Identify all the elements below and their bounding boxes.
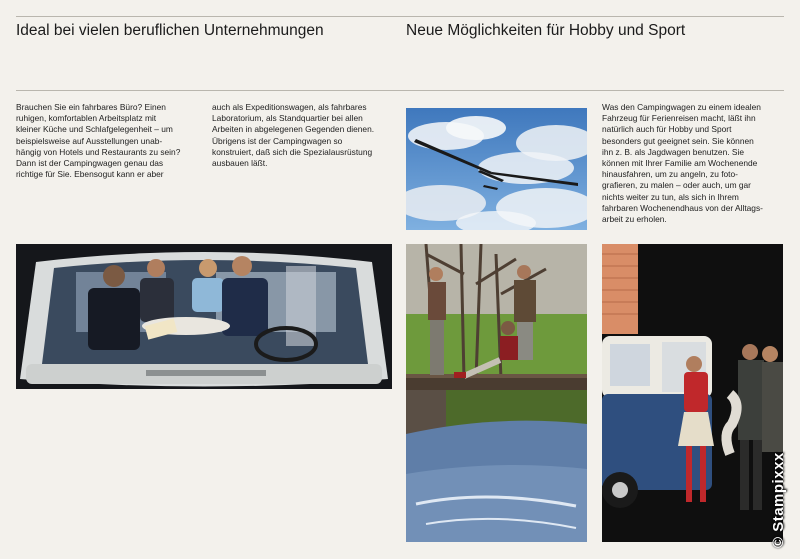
text-line: können mit Ihrer Familie am Wochenende — [602, 158, 758, 169]
text-line: besonders gut geeignet sein. Sie können — [602, 135, 754, 146]
text-line: hinausfahren, um zu angeln, zu foto- — [602, 169, 738, 180]
text-line: kleiner Küche und Schlafgelegenheit – um — [16, 124, 173, 135]
text-line: Fahrzeug für Ferienreisen macht, läßt ihn — [602, 113, 756, 124]
text-line: Was den Campingwagen zu einem idealen — [602, 102, 761, 112]
photo-mobile-office — [16, 244, 392, 389]
text-line: beispielsweise auf Ausstellungen unab- — [16, 135, 163, 146]
mid-rule — [16, 90, 784, 91]
text-line: Laboratorium, als Standquartier bei allen — [212, 113, 363, 124]
text-column-3 — [602, 102, 786, 225]
text-line: Arbeiten in abgelegenen Gegenden dienen. — [212, 124, 375, 135]
text-line: auch als Expeditionswagen, als fahrbares — [212, 102, 367, 112]
heading-left: Ideal bei vielen beruflichen Unternehmungen — [16, 22, 324, 39]
text-line: richtige für Sie. Ebensogut kann er aber — [16, 169, 164, 180]
text-line: Brauchen Sie ein fahrbares Büro? Einen — [16, 102, 166, 112]
text-line: grafieren, zu malen – oder auch, um gar — [602, 180, 751, 191]
text-line: ihn z. B. als Jagdwagen benutzen. Sie — [602, 146, 745, 157]
text-line: ruhigen, komfortablen Arbeitsplatz mit — [16, 113, 157, 124]
text-line: fahrbaren Wochenendhaus von der Alltags- — [602, 202, 763, 213]
text-line: konstruiert, daß sich die Spezialausrüstung — [212, 146, 373, 157]
photo-glider — [406, 108, 587, 230]
text-line: ausbauen läßt. — [212, 158, 268, 169]
text-line: Dann ist der Campingwagen genau das — [16, 158, 164, 169]
photo-anglers-bridge — [406, 244, 587, 542]
text-line: Übrigens ist der Campingwagen so — [212, 135, 343, 146]
text-line: natürlich auch für Hobby und Sport — [602, 124, 732, 135]
text-line: arbeit zu erholen. — [602, 214, 667, 225]
text-column-1 — [16, 102, 202, 180]
photo-camper-family — [602, 244, 783, 542]
text-line: hängig von Hotels und Restaurants zu sein? — [16, 146, 181, 157]
watermark-text: © Stampixxx — [770, 452, 787, 548]
text-line: nichts weiter zu tun, als sich in Ihrem — [602, 191, 739, 202]
text-column-2 — [212, 102, 398, 169]
heading-right: Neue Möglichkeiten für Hobby und Sport — [406, 22, 686, 39]
top-rule — [16, 16, 784, 17]
